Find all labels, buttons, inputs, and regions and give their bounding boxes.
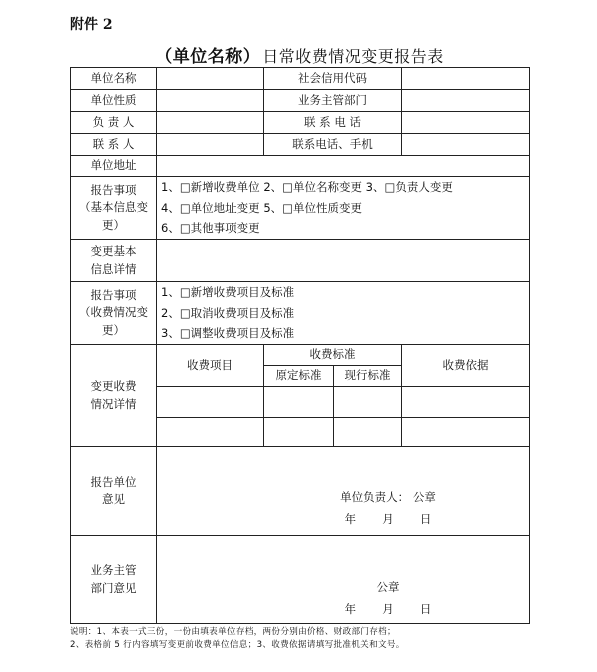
contact-phone-mobile-field[interactable] [402,134,530,156]
report-basic-label [71,177,157,240]
report-fee-label [71,282,157,345]
supervisor-opinion-label-line: 业务主管 [90,563,137,578]
report-basic-options [157,177,530,240]
report-form-table [70,67,530,624]
contact-phone-mobile-label: 联系电话、手机 [264,134,402,156]
unit-name-label: 单位名称 [71,68,157,90]
fee-basis-cell[interactable] [402,387,530,418]
report-unit-date [161,508,525,530]
row-supervisor-opinion [71,536,530,624]
date-year: 年 [344,512,357,526]
date-month: 月 [382,602,394,616]
row-unit-name [71,68,530,90]
form-notes [70,626,570,652]
report-fee-option-line[interactable]: 3、□调整收费项目及标准 [161,326,295,341]
contact-phone-label: 联 系 电 话 [264,112,402,134]
contact-phone-field[interactable] [402,112,530,134]
report-basic-option-line[interactable]: 4、□单位地址变更 5、□单位性质变更 [161,200,363,215]
original-standard-cell[interactable] [264,387,334,418]
row-report-basic [71,177,530,240]
fee-detail-label-line: 情况详情 [90,396,137,411]
report-fee-option-line[interactable]: 2、□取消收费项目及标准 [161,305,295,320]
supervisor-opinion-field[interactable] [157,536,530,624]
supervisor-date [161,598,525,620]
person-in-charge-label: 负 责 人 [71,112,157,134]
report-unit-opinion-field[interactable] [157,447,530,536]
supervisor-opinion-label-line: 部门意见 [90,580,137,595]
credit-code-field[interactable] [402,68,530,90]
row-fee-header-1 [71,345,530,366]
original-standard-header: 原定标准 [264,366,334,387]
date-year: 年 [344,602,357,616]
report-fee-label-line: 报告事项 [90,288,137,303]
report-basic-option-line[interactable]: 6、□其他事项变更 [161,221,260,236]
current-standard-cell[interactable] [334,418,402,447]
supervisor-seal: 公章 [376,580,400,594]
current-standard-cell[interactable] [334,387,402,418]
report-basic-label-line: （基本信息变 [79,200,148,215]
report-basic-option-line[interactable]: 1、□新增收费单位 2、□单位名称变更 3、□负责人变更 [161,180,453,195]
date-month: 月 [382,512,394,526]
row-change-basic [71,240,530,282]
supervisor-opinion-label [71,536,157,624]
note-line: 2、表格前 5 行内容填写变更前收费单位信息；3、收费依据请填写批准机关和文号。 [70,640,405,650]
row-unit-address [71,156,530,177]
fee-item-cell[interactable] [157,387,264,418]
contact-person-label: 联 系 人 [71,134,157,156]
fee-basis-cell[interactable] [402,418,530,447]
row-unit-nature [71,90,530,112]
fee-detail-label [71,345,157,447]
supervisor-label: 业务主管部门 [264,90,402,112]
unit-nature-label: 单位性质 [71,90,157,112]
unit-address-label: 单位地址 [71,156,157,177]
report-unit-opinion-label-line: 意见 [102,492,125,506]
fee-item-cell[interactable] [157,418,264,447]
fee-standard-header: 收费标准 [264,345,402,366]
supervisor-field[interactable] [402,90,530,112]
unit-nature-field[interactable] [157,90,264,112]
row-report-fee [71,282,530,345]
report-unit-opinion-label-line: 报告单位 [90,474,137,489]
change-basic-label-line: 信息详情 [90,261,137,276]
title-suffix: 日常收费情况变更报告表 [262,47,444,66]
fee-detail-label-line: 变更收费 [90,379,137,394]
report-fee-option-line[interactable]: 1、□新增收费项目及标准 [161,285,295,300]
title-unit-name-blank: （单位名称） [153,42,262,68]
report-basic-label-line: 报告事项 [90,183,137,198]
credit-code-label: 社会信用代码 [264,68,402,90]
change-basic-label-line: 变更基本 [90,244,137,259]
attachment-label: 附件 2 [70,17,113,33]
unit-head-signature: 单位负责人： 公章 [340,490,436,504]
report-unit-opinion-label [71,447,157,536]
fee-basis-header: 收费依据 [402,345,530,387]
row-report-unit-opinion [71,447,530,536]
change-basic-label [71,240,157,282]
form-title [0,42,597,68]
row-person-in-charge [71,112,530,134]
note-line: 说明：1、本表一式三份，一份由填表单位存档，两份分别由价格、财政部门存档； [70,627,396,637]
current-standard-header: 现行标准 [334,366,402,387]
original-standard-cell[interactable] [264,418,334,447]
report-fee-options [157,282,530,345]
date-day: 日 [419,602,432,616]
change-basic-field[interactable] [157,240,530,282]
row-contact-person [71,134,530,156]
report-basic-label-line: 更） [102,217,125,232]
contact-person-field[interactable] [157,134,264,156]
unit-address-field[interactable] [157,156,530,177]
date-day: 日 [419,512,432,526]
fee-item-header: 收费项目 [157,345,264,387]
person-in-charge-field[interactable] [157,112,264,134]
unit-name-field[interactable] [157,68,264,90]
report-fee-label-line: 更） [102,322,125,337]
report-fee-label-line: （收费情况变 [79,305,148,320]
